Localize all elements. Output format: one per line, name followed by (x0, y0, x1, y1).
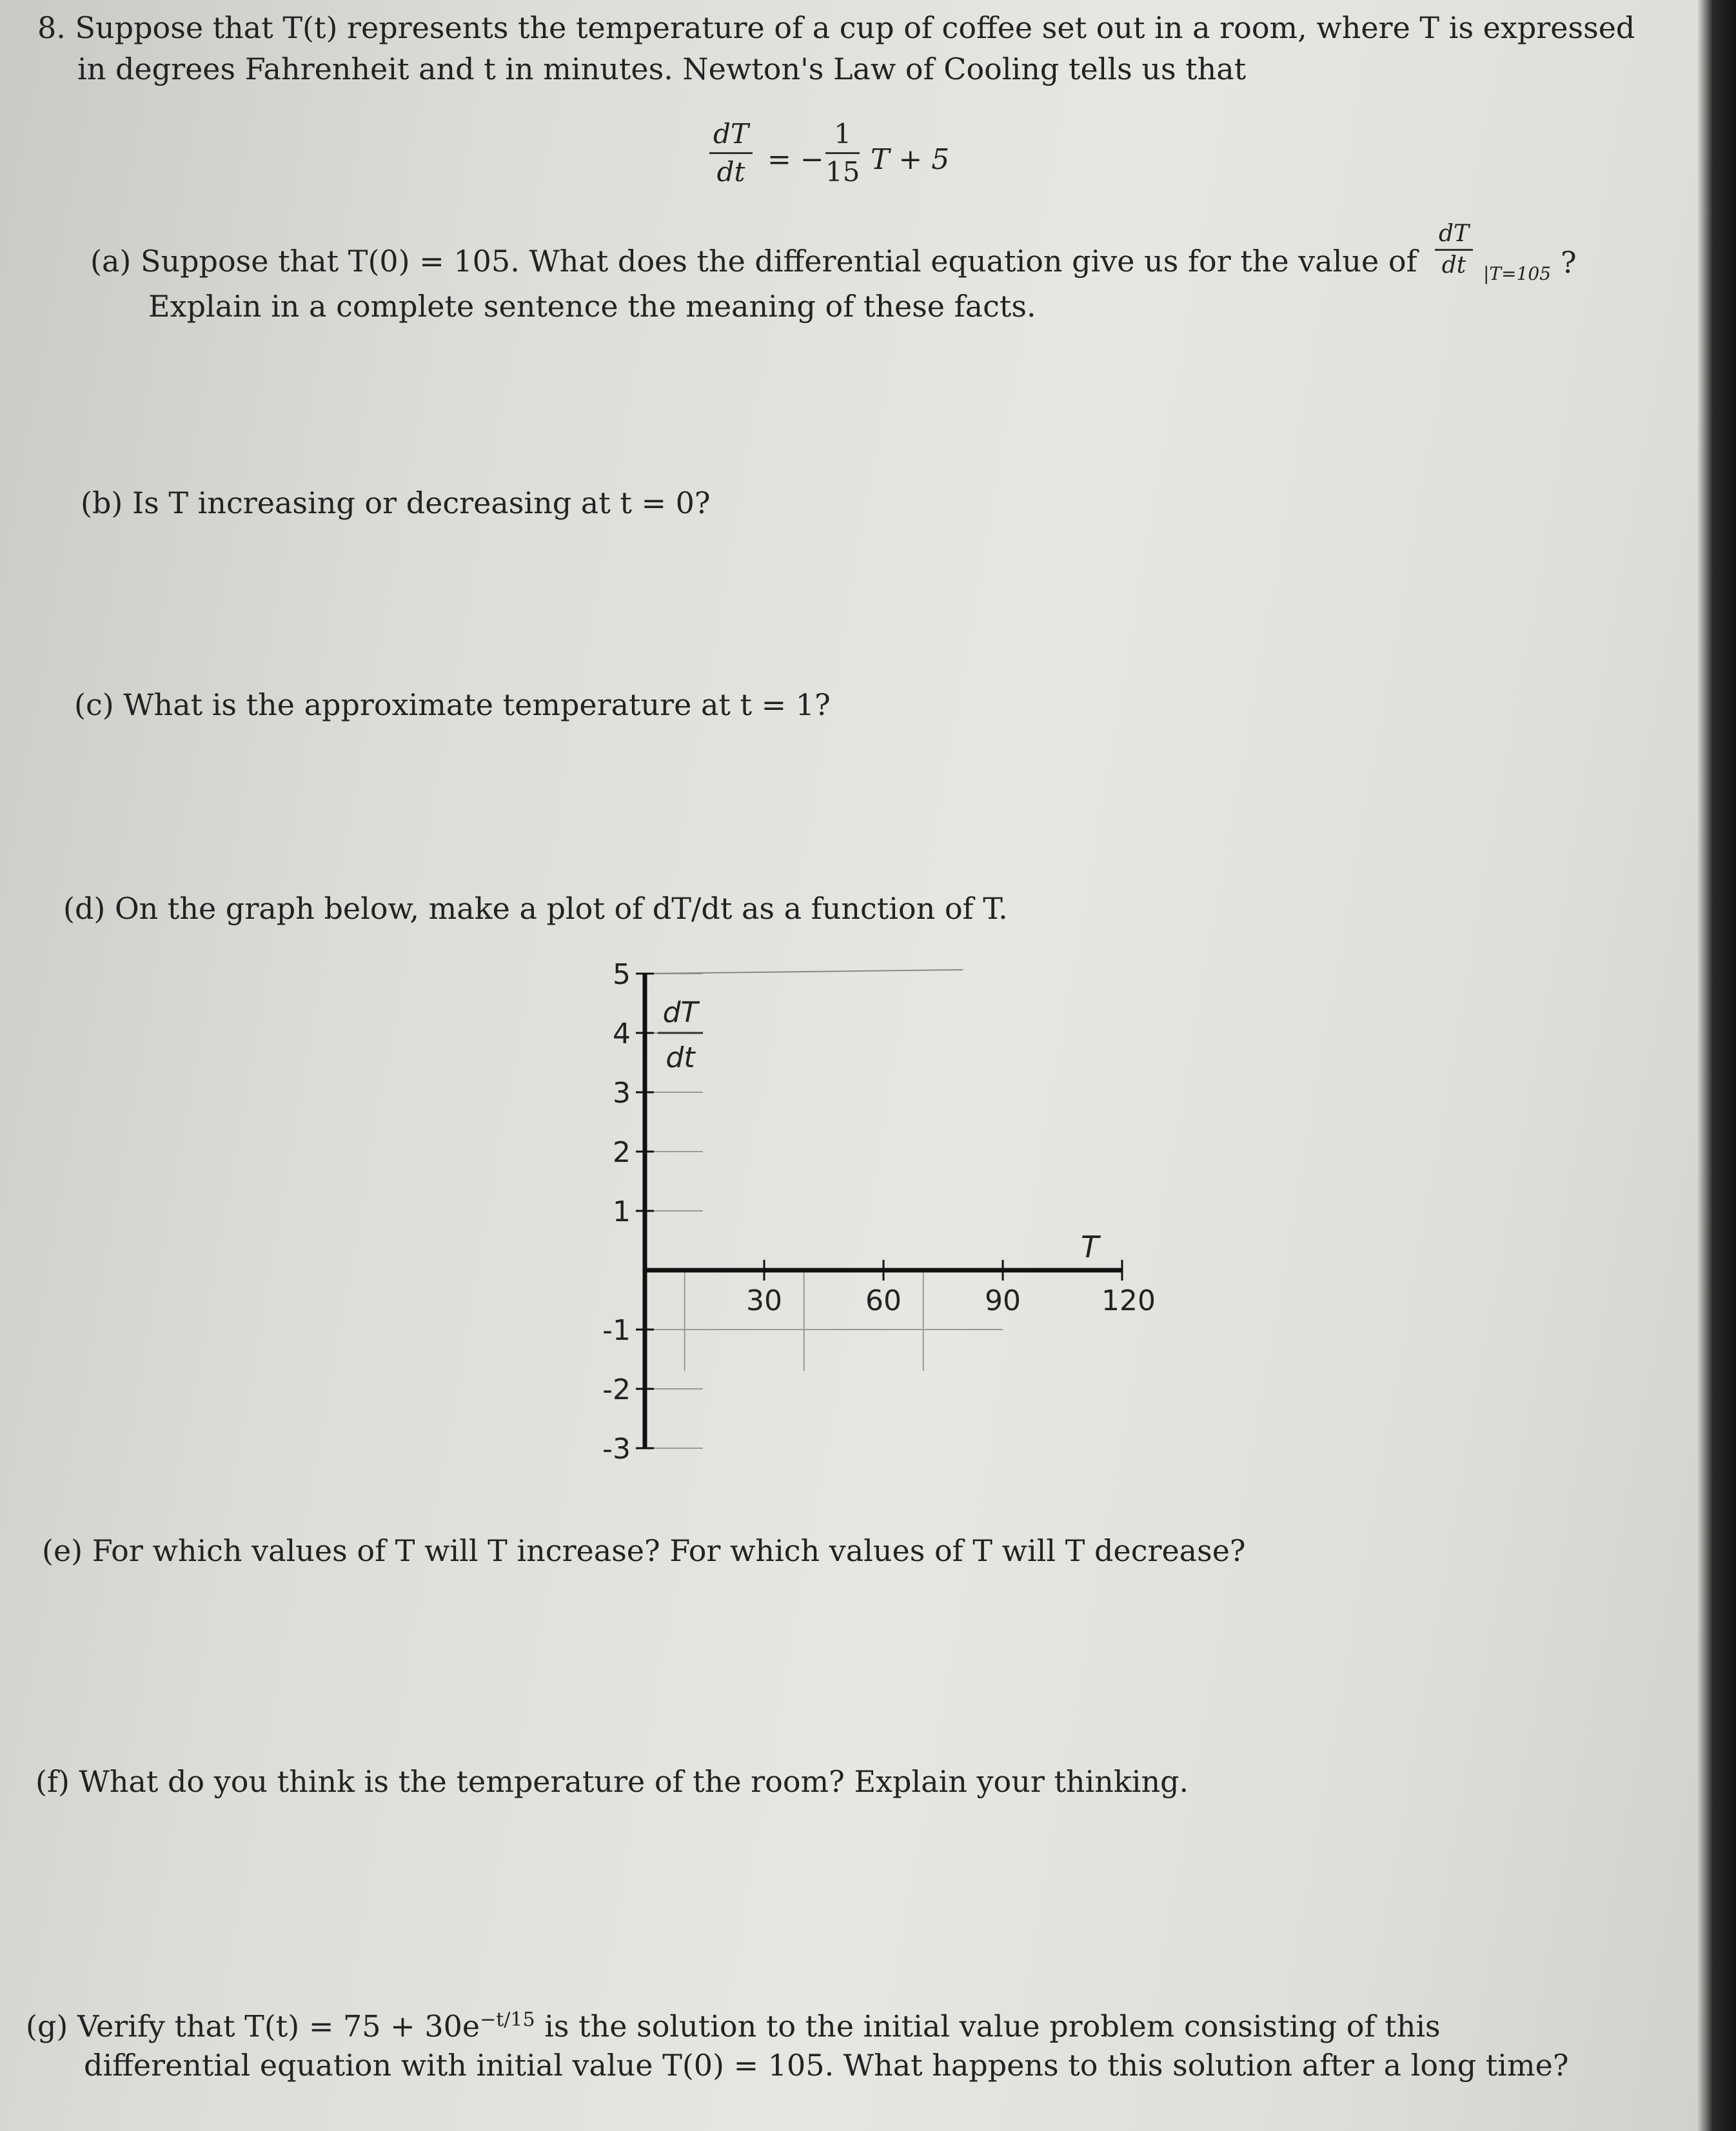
x-tick-label: 30 (746, 1284, 782, 1317)
y-tick-label: 3 (613, 1077, 631, 1110)
part-e (42, 1528, 1246, 1573)
x-tick-label: 60 (865, 1284, 902, 1317)
part-a-label: (a) (90, 244, 132, 279)
y-axis-label-numerator: dT (662, 996, 698, 1029)
y-tick-label: -3 (602, 1433, 631, 1466)
part-g-exponent: −t/15 (480, 2008, 535, 2031)
equation-lhs-fraction: $\frac{dT}{dt}$ (709, 116, 753, 190)
part-a-line-2: Explain in a complete sentence the meaning of these facts. (148, 289, 1036, 324)
part-g-line-2: differential equation with initial value T(0) = 105. What happens to this solution after a long time? (84, 2048, 1569, 2083)
part-f-text: What do you think is the temperature of the room? Explain your thinking. (79, 1764, 1189, 1799)
part-d-label: (d) (63, 891, 106, 926)
part-g-label: (g) (26, 2008, 68, 2044)
intro-line-1: Suppose that T(t) represents the temperature of a cup of coffee set out in a room, where T is expressed (75, 10, 1635, 45)
photo-edge-shadow (1697, 0, 1736, 2131)
part-a-evaluation-bar: |T=105 (1483, 263, 1552, 284)
equation-equals: = − (767, 143, 824, 176)
y-tick-label: 4 (613, 1017, 631, 1050)
y-tick-label: 5 (613, 958, 631, 991)
part-e-text: For which values of T will T increase? For which values of T will T decrease? (92, 1533, 1246, 1568)
x-tick-label: 120 (1101, 1284, 1156, 1317)
part-c-text: What is the approximate temperature at t = 1? (123, 687, 831, 722)
y-axis-label (658, 996, 703, 1074)
y-tick-label: -1 (602, 1314, 631, 1347)
y-tick-label: -2 (602, 1373, 631, 1406)
x-tick-label: 90 (985, 1284, 1021, 1317)
y-tick-label: 1 (613, 1195, 631, 1228)
part-a-text: Suppose that T(0) = 105. What does the differential equation give us for the value of (140, 244, 1417, 279)
equation-rhs-tail: T + 5 (871, 143, 950, 176)
equation-coefficient: $\frac{1}{15}$ (825, 116, 860, 190)
part-a-question-mark: ? (1561, 245, 1577, 280)
intro-line-2: in degrees Fahrenheit and t in minutes. Newton's Law of Cooling tells us that (77, 52, 1247, 86)
part-g-text-a: Verify that T(t) = 75 + 30e (77, 2008, 480, 2044)
graph-axes (645, 974, 1122, 1448)
part-e-label: (e) (42, 1533, 83, 1568)
part-c-label: (c) (74, 687, 114, 722)
problem-number: 8. (37, 10, 66, 45)
part-g-text-b: is the solution to the initial value problem consisting of this (544, 2008, 1441, 2044)
part-a-derivative-fraction: $\frac{dT}{dt}$ (1435, 219, 1473, 280)
graph-grid (645, 970, 1003, 1448)
y-axis-label-denominator: dt (666, 1041, 695, 1074)
part-g-line-1 (26, 1998, 1441, 2048)
part-b-label: (b) (81, 486, 123, 520)
grid-line-top (645, 970, 963, 974)
part-d-text: On the graph below, make a plot of dT/dt as a function of T. (114, 891, 1008, 926)
y-tick-label: 2 (613, 1136, 631, 1169)
part-f (35, 1759, 1189, 1804)
part-f-label: (f) (35, 1764, 70, 1799)
part-b-text: Is T increasing or decreasing at t = 0? (132, 486, 711, 520)
x-axis-label: T (1080, 1230, 1100, 1264)
